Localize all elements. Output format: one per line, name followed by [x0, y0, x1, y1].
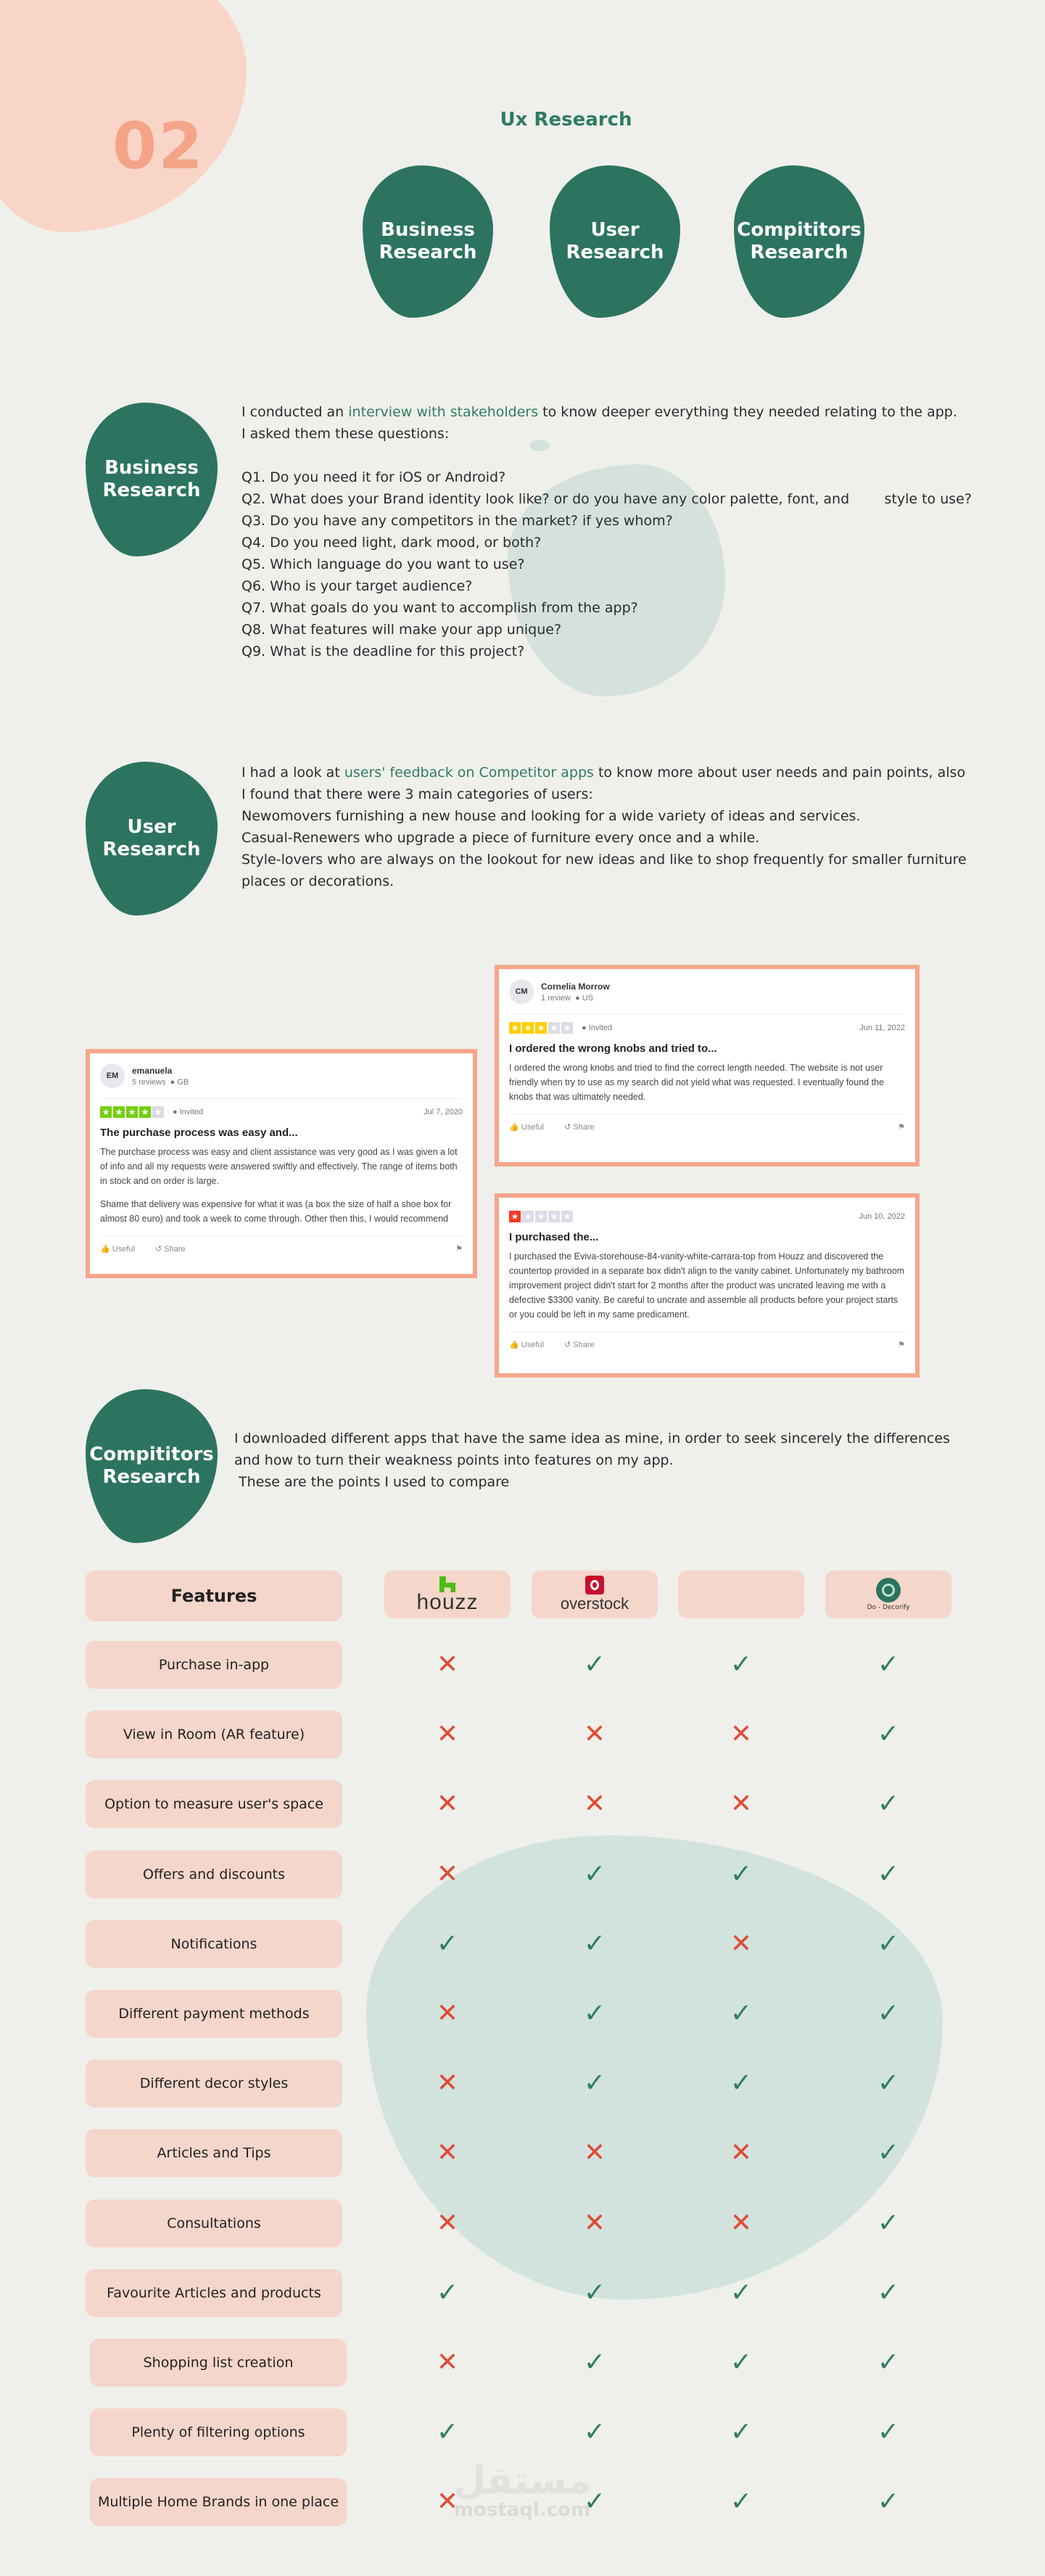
star-rating [100, 1106, 203, 1118]
check-icon: ✓ [877, 2278, 900, 2308]
review-card-emanuela [86, 1049, 477, 1278]
check-icon: ✓ [436, 2417, 459, 2447]
reviewer-meta: 5 reviews ● GB [132, 1077, 189, 1087]
review-title: The purchase process was easy and... [100, 1127, 298, 1139]
feature-label: Articles and Tips [86, 2129, 342, 2177]
feature-label: Different decor styles [86, 2059, 342, 2107]
review-count: 1 review [541, 993, 571, 1003]
star-icon: ★ [522, 1211, 534, 1222]
check-icon: ✓ [877, 1719, 900, 1749]
flag-icon[interactable]: ⚑ [455, 1245, 463, 1254]
review-title: I ordered the wrong knobs and tried to... [509, 1042, 717, 1055]
share-label: Share [573, 1123, 595, 1132]
review-body: The purchase process was easy and client assistance was very good as I was given a lot of info and all my requests were answered swiftly and effectively. The range of items both in stock and on order is large. [100, 1147, 458, 1186]
check-icon: ✓ [583, 1859, 606, 1889]
stakeholder-link: interview with stakeholders [348, 404, 539, 420]
cross-icon: ✕ [583, 2208, 606, 2238]
houzz-wordmark: houzz [416, 1590, 479, 1614]
avatar: CM [509, 979, 534, 1004]
competitors-line: These are the points I used to compare [234, 1474, 510, 1490]
question-item: Q7. What goals do you want to accomplish from the app? [241, 600, 638, 616]
blob-label: Business Research [379, 218, 477, 263]
cross-icon: ✕ [436, 1789, 459, 1819]
question-item: Q4. Do you need light, dark mood, or both? [241, 535, 542, 551]
check-icon: ✓ [730, 2068, 753, 2098]
user-category-line: Casual-Renewers who upgrade a piece of furniture every once and a while. [241, 830, 760, 846]
review-actions [100, 1236, 463, 1261]
business-research-text [241, 401, 972, 662]
star-icon: ★ [561, 1211, 573, 1222]
blob-label: Compititors Research [737, 218, 862, 263]
check-icon: ✓ [730, 2278, 753, 2308]
cross-icon: ✕ [436, 1719, 459, 1749]
cross-icon: ✕ [436, 2208, 459, 2238]
review-title: I purchased the... [509, 1231, 599, 1243]
question-item: Q3. Do you have any competitors in the market? if yes whom? [241, 513, 673, 529]
review-actions [509, 1114, 905, 1139]
competitors-research-text [234, 1428, 996, 1493]
flag-icon[interactable]: ⚑ [898, 1123, 905, 1132]
star-icon: ★ [535, 1022, 547, 1034]
check-icon: ✓ [436, 2278, 459, 2308]
review-body: I purchased the Eviva-storehouse-84-vanity-white-carrara-top from Houzz and discovered the countertop provided in a separate box didn't align to the vanity cabinet. Unfortunately my bathroom improvement project didn't start for 2 months after the product was uncrated leaving me with a defective $3300 vanity. Be careful to uncrate and assemble all products before your project starts or you could be left in my same predicament. [509, 1251, 905, 1320]
star-icon: ★ [152, 1106, 164, 1118]
check-icon: ✓ [877, 1789, 900, 1819]
overstock-wordmark: overstock [560, 1594, 629, 1613]
feature-label: Favourite Articles and products [86, 2269, 342, 2317]
review-count: 5 reviews [132, 1077, 166, 1087]
features-header: Features [86, 1571, 342, 1621]
review-body: I ordered the wrong knobs and tried to find the correct length needed. The website is not user friendly when try to use as my search did not yield what was requested. I eventually found the knobs that was ultimately needed. [509, 1063, 884, 1102]
review-body: Shame that delivery was expensive for what it was (a box the size of half a shoe box for almost 80 euro) and took a week to come through. Other then this, I would recommend [100, 1199, 452, 1224]
star-icon: ★ [509, 1022, 521, 1034]
cross-icon: ✕ [730, 2208, 753, 2238]
star-icon: ★ [113, 1106, 125, 1118]
question-item: Q5. Which language do you want to use? [241, 556, 525, 572]
star-icon: ★ [126, 1106, 138, 1118]
check-icon: ✓ [877, 2208, 900, 2238]
user-intro [241, 762, 967, 805]
section-number: 02 [112, 109, 205, 184]
section-title: Ux Research [500, 109, 632, 131]
feature-label: Different payment methods [86, 1990, 342, 2038]
review-date: Jun 11, 2022 [859, 1024, 905, 1032]
useful-button[interactable]: 👍 Useful [509, 1341, 544, 1349]
check-icon: ✓ [877, 1650, 900, 1679]
user-category-line: Style-lovers who are always on the lookout for new ideas and like to shop frequently for smaller furniture places or decorations. [241, 852, 967, 889]
watermark-arabic: مستقل [453, 2459, 592, 2503]
user-research-label [86, 762, 218, 915]
cross-icon: ✕ [730, 1719, 753, 1749]
overstock-logo [532, 1571, 658, 1618]
reviewer-name: Cornelia Morrow [541, 981, 610, 992]
blob-label: Business Research [102, 456, 201, 501]
feature-label: Offers and discounts [86, 1851, 342, 1898]
cross-icon: ✕ [583, 1789, 606, 1819]
star-icon: ★ [139, 1106, 151, 1118]
intro-text: to know more about user needs and pain points, also I found that there were 3 main categories of users: [241, 765, 966, 802]
check-icon: ✓ [583, 2417, 606, 2447]
check-icon: ✓ [877, 2347, 900, 2377]
cross-icon: ✕ [436, 1859, 459, 1889]
blob-label: Compititors Research [89, 1443, 214, 1488]
check-icon: ✓ [583, 1999, 606, 2028]
check-icon: ✓ [583, 2278, 606, 2308]
share-button[interactable]: ↺ Share [563, 1123, 595, 1132]
business-intro [241, 401, 967, 423]
star-icon: ★ [548, 1211, 560, 1222]
competitors-line: I downloaded different apps that have the same idea as mine, in order to seek sincerely the differences [234, 1431, 950, 1447]
star-icon: ★ [100, 1106, 112, 1118]
question-item: Q1. Do you need it for iOS or Android? [241, 469, 506, 485]
check-icon: ✓ [730, 2347, 753, 2377]
share-button[interactable]: ↺ Share [154, 1245, 186, 1254]
cross-icon: ✕ [436, 1650, 459, 1679]
feedback-link: users' feedback on Competitor apps [344, 765, 594, 781]
avatar: EM [100, 1063, 125, 1088]
check-icon: ✓ [730, 1859, 753, 1889]
reviewer-name: emanuela [132, 1065, 173, 1076]
question-item: Q8. What features will make your app unique? [241, 622, 562, 638]
user-research-text [241, 762, 967, 892]
check-icon: ✓ [730, 2417, 753, 2447]
feature-label: View in Room (AR feature) [86, 1711, 342, 1758]
blob-label: User Research [102, 815, 201, 860]
check-icon: ✓ [877, 2138, 900, 2168]
competitors-research-label [86, 1389, 218, 1543]
watermark-latin: mostaql.com [453, 2499, 591, 2521]
feature-label: Shopping list creation [90, 2339, 347, 2387]
check-icon: ✓ [877, 1999, 900, 2028]
question-item: Q2. What does your Brand identity look like? or do you have any color palette, font, and style to use? [241, 491, 972, 507]
share-label: Share [164, 1245, 186, 1254]
decorify-wordmark: Do - Decorify [867, 1604, 910, 1611]
competitor-3-logo [678, 1571, 804, 1618]
feature-label: Multiple Home Brands in one place [90, 2478, 347, 2526]
useful-button[interactable]: 👍 Useful [509, 1123, 544, 1132]
houzz-logo [384, 1571, 511, 1618]
competitors-research-blob [734, 165, 864, 318]
review-date: Jun 10, 2022 [859, 1212, 905, 1221]
check-icon: ✓ [730, 1999, 753, 2028]
check-icon: ✓ [877, 2487, 900, 2517]
user-research-blob [550, 165, 680, 318]
business-research-label [86, 403, 218, 556]
reviewer-location: US [582, 993, 594, 1003]
cross-icon: ✕ [730, 1789, 753, 1819]
competitors-line: and how to turn their weakness points into features on my app. [234, 1452, 674, 1468]
asked-line: I asked them these questions: [241, 426, 450, 442]
decorify-logo [825, 1571, 951, 1618]
check-icon: ✓ [583, 1929, 606, 1959]
feature-label: Notifications [86, 1920, 342, 1968]
useful-label: Useful [521, 1123, 544, 1132]
cross-icon: ✕ [583, 2138, 606, 2168]
check-icon: ✓ [730, 1650, 753, 1679]
star-rating [509, 1022, 612, 1034]
user-category-line: Newomovers furnishing a new house and looking for a wide variety of ideas and services. [241, 808, 861, 824]
feature-label: Option to measure user's space [86, 1780, 342, 1828]
check-icon: ✓ [877, 2068, 900, 2098]
check-icon: ✓ [583, 2347, 606, 2377]
share-button[interactable]: ↺ Share [563, 1341, 595, 1349]
business-research-blob [363, 165, 493, 318]
star-rating [509, 1211, 573, 1222]
questions-list [241, 466, 972, 662]
reviewer-location: GB [177, 1077, 189, 1087]
review-card-eviva [495, 1193, 920, 1378]
invited-badge: ● Invited [582, 1024, 613, 1032]
invited-badge: ● Invited [173, 1108, 204, 1116]
feature-label: Purchase in-app [86, 1641, 342, 1689]
question-item: Q6. Who is your target audience? [241, 578, 473, 594]
flag-icon[interactable]: ⚑ [898, 1341, 905, 1349]
feature-label: Plenty of filtering options [90, 2408, 347, 2456]
share-label: Share [573, 1341, 595, 1349]
cross-icon: ✕ [730, 2138, 753, 2168]
feature-label: Consultations [86, 2200, 342, 2247]
star-icon: ★ [561, 1022, 573, 1034]
check-icon: ✓ [730, 2487, 753, 2517]
check-icon: ✓ [583, 2068, 606, 2098]
star-icon: ★ [509, 1211, 521, 1222]
check-icon: ✓ [583, 1650, 606, 1679]
cross-icon: ✕ [436, 2068, 459, 2098]
check-icon: ✓ [877, 1929, 900, 1959]
intro-text: I had a look at [241, 765, 344, 781]
useful-label: Useful [521, 1341, 544, 1349]
cross-icon: ✕ [730, 1929, 753, 1959]
intro-text: to know deeper everything they needed relating to the app. [538, 404, 957, 420]
review-card-cornelia [495, 965, 920, 1166]
check-icon: ✓ [877, 2417, 900, 2447]
star-icon: ★ [535, 1211, 547, 1222]
cross-icon: ✕ [436, 2347, 459, 2377]
star-icon: ★ [522, 1022, 534, 1034]
review-actions [509, 1332, 905, 1357]
reviewer-meta: 1 review ● US [541, 993, 594, 1003]
check-icon: ✓ [877, 1859, 900, 1889]
review-date: Jul 7, 2020 [424, 1108, 463, 1116]
intro-text: I conducted an [241, 404, 349, 420]
useful-label: Useful [112, 1245, 135, 1254]
cross-icon: ✕ [436, 1999, 459, 2028]
check-icon: ✓ [436, 1929, 459, 1959]
useful-button[interactable]: 👍 Useful [100, 1245, 135, 1254]
cross-icon: ✕ [583, 1719, 606, 1749]
cross-icon: ✕ [436, 2138, 459, 2168]
star-icon: ★ [548, 1022, 560, 1034]
question-item: Q9. What is the deadline for this project? [241, 643, 525, 659]
check-icon: ✓ [583, 2487, 606, 2517]
cross-icon: ✕ [436, 2487, 459, 2517]
blob-label: User Research [566, 218, 664, 263]
